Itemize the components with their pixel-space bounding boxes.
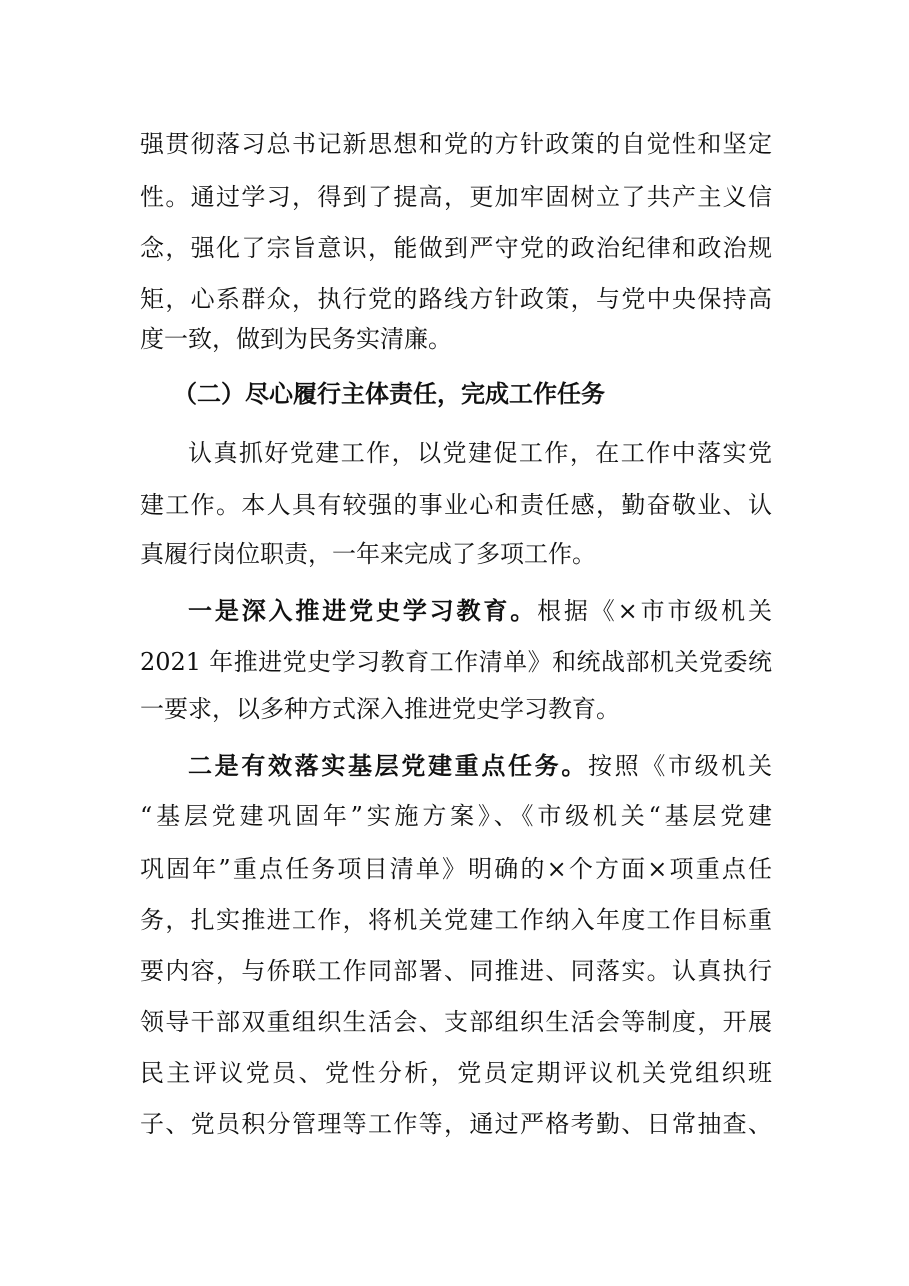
paragraph-line: 巩固年”重点任务项目清单》明确的×个方面×项重点任 bbox=[140, 855, 772, 883]
paragraph-text: 根据《×市市级机关 bbox=[537, 597, 773, 625]
paragraph-line: “基层党建巩固年”实施方案》、《市级机关“基层党建 bbox=[140, 802, 772, 830]
paragraph-line: 建工作。本人具有较强的事业心和责任感，勤奋敬业、认 bbox=[140, 491, 772, 519]
paragraph-line: 领导干部双重组织生活会、支部组织生活会等制度，开展 bbox=[140, 1008, 772, 1036]
paragraph-line: 性。通过学习，得到了提高，更加牢固树立了共产主义信 bbox=[140, 183, 772, 211]
paragraph-lead-bold: 二是有效落实基层党建重点任务。 bbox=[188, 751, 588, 780]
paragraph-line: 务，扎实推进工作，将机关党建工作纳入年度工作目标重 bbox=[140, 906, 772, 934]
paragraph-text: 按照《市级机关 bbox=[588, 752, 772, 780]
paragraph-line: 真履行岗位职责，一年来完成了多项工作。 bbox=[140, 540, 596, 568]
section-heading: （二）尽心履行主体责任，完成工作任务 bbox=[173, 379, 605, 408]
paragraph-line: 2021 年推进党史学习教育工作清单》和统战部机关党委统 bbox=[140, 648, 772, 676]
paragraph-line: 要内容，与侨联工作同部署、同推进、同落实。认真执行 bbox=[140, 957, 772, 985]
paragraph-line: 度一致，做到为民务实清廉。 bbox=[140, 325, 452, 353]
paragraph-line: 认真抓好党建工作，以党建促工作，在工作中落实党 bbox=[188, 439, 772, 467]
paragraph-line: 矩，心系群众，执行党的路线方针政策，与党中央保持高 bbox=[140, 285, 772, 313]
paragraph-first-line bbox=[188, 595, 772, 627]
paragraph-line: 一要求，以多种方式深入推进党史学习教育。 bbox=[140, 695, 620, 723]
paragraph-first-line bbox=[188, 750, 772, 782]
paragraph-line: 强贯彻落习总书记新思想和党的方针政策的自觉性和坚定 bbox=[140, 130, 772, 158]
paragraph-line: 子、党员积分管理等工作等，通过严格考勤、日常抽查、 bbox=[140, 1110, 772, 1138]
paragraph-lead-bold: 一是深入推进党史学习教育。 bbox=[188, 596, 538, 625]
paragraph-line: 民主评议党员、党性分析，党员定期评议机关党组织班 bbox=[140, 1059, 772, 1087]
paragraph-line: 念，强化了宗旨意识，能做到严守党的政治纪律和政治规 bbox=[140, 234, 772, 262]
